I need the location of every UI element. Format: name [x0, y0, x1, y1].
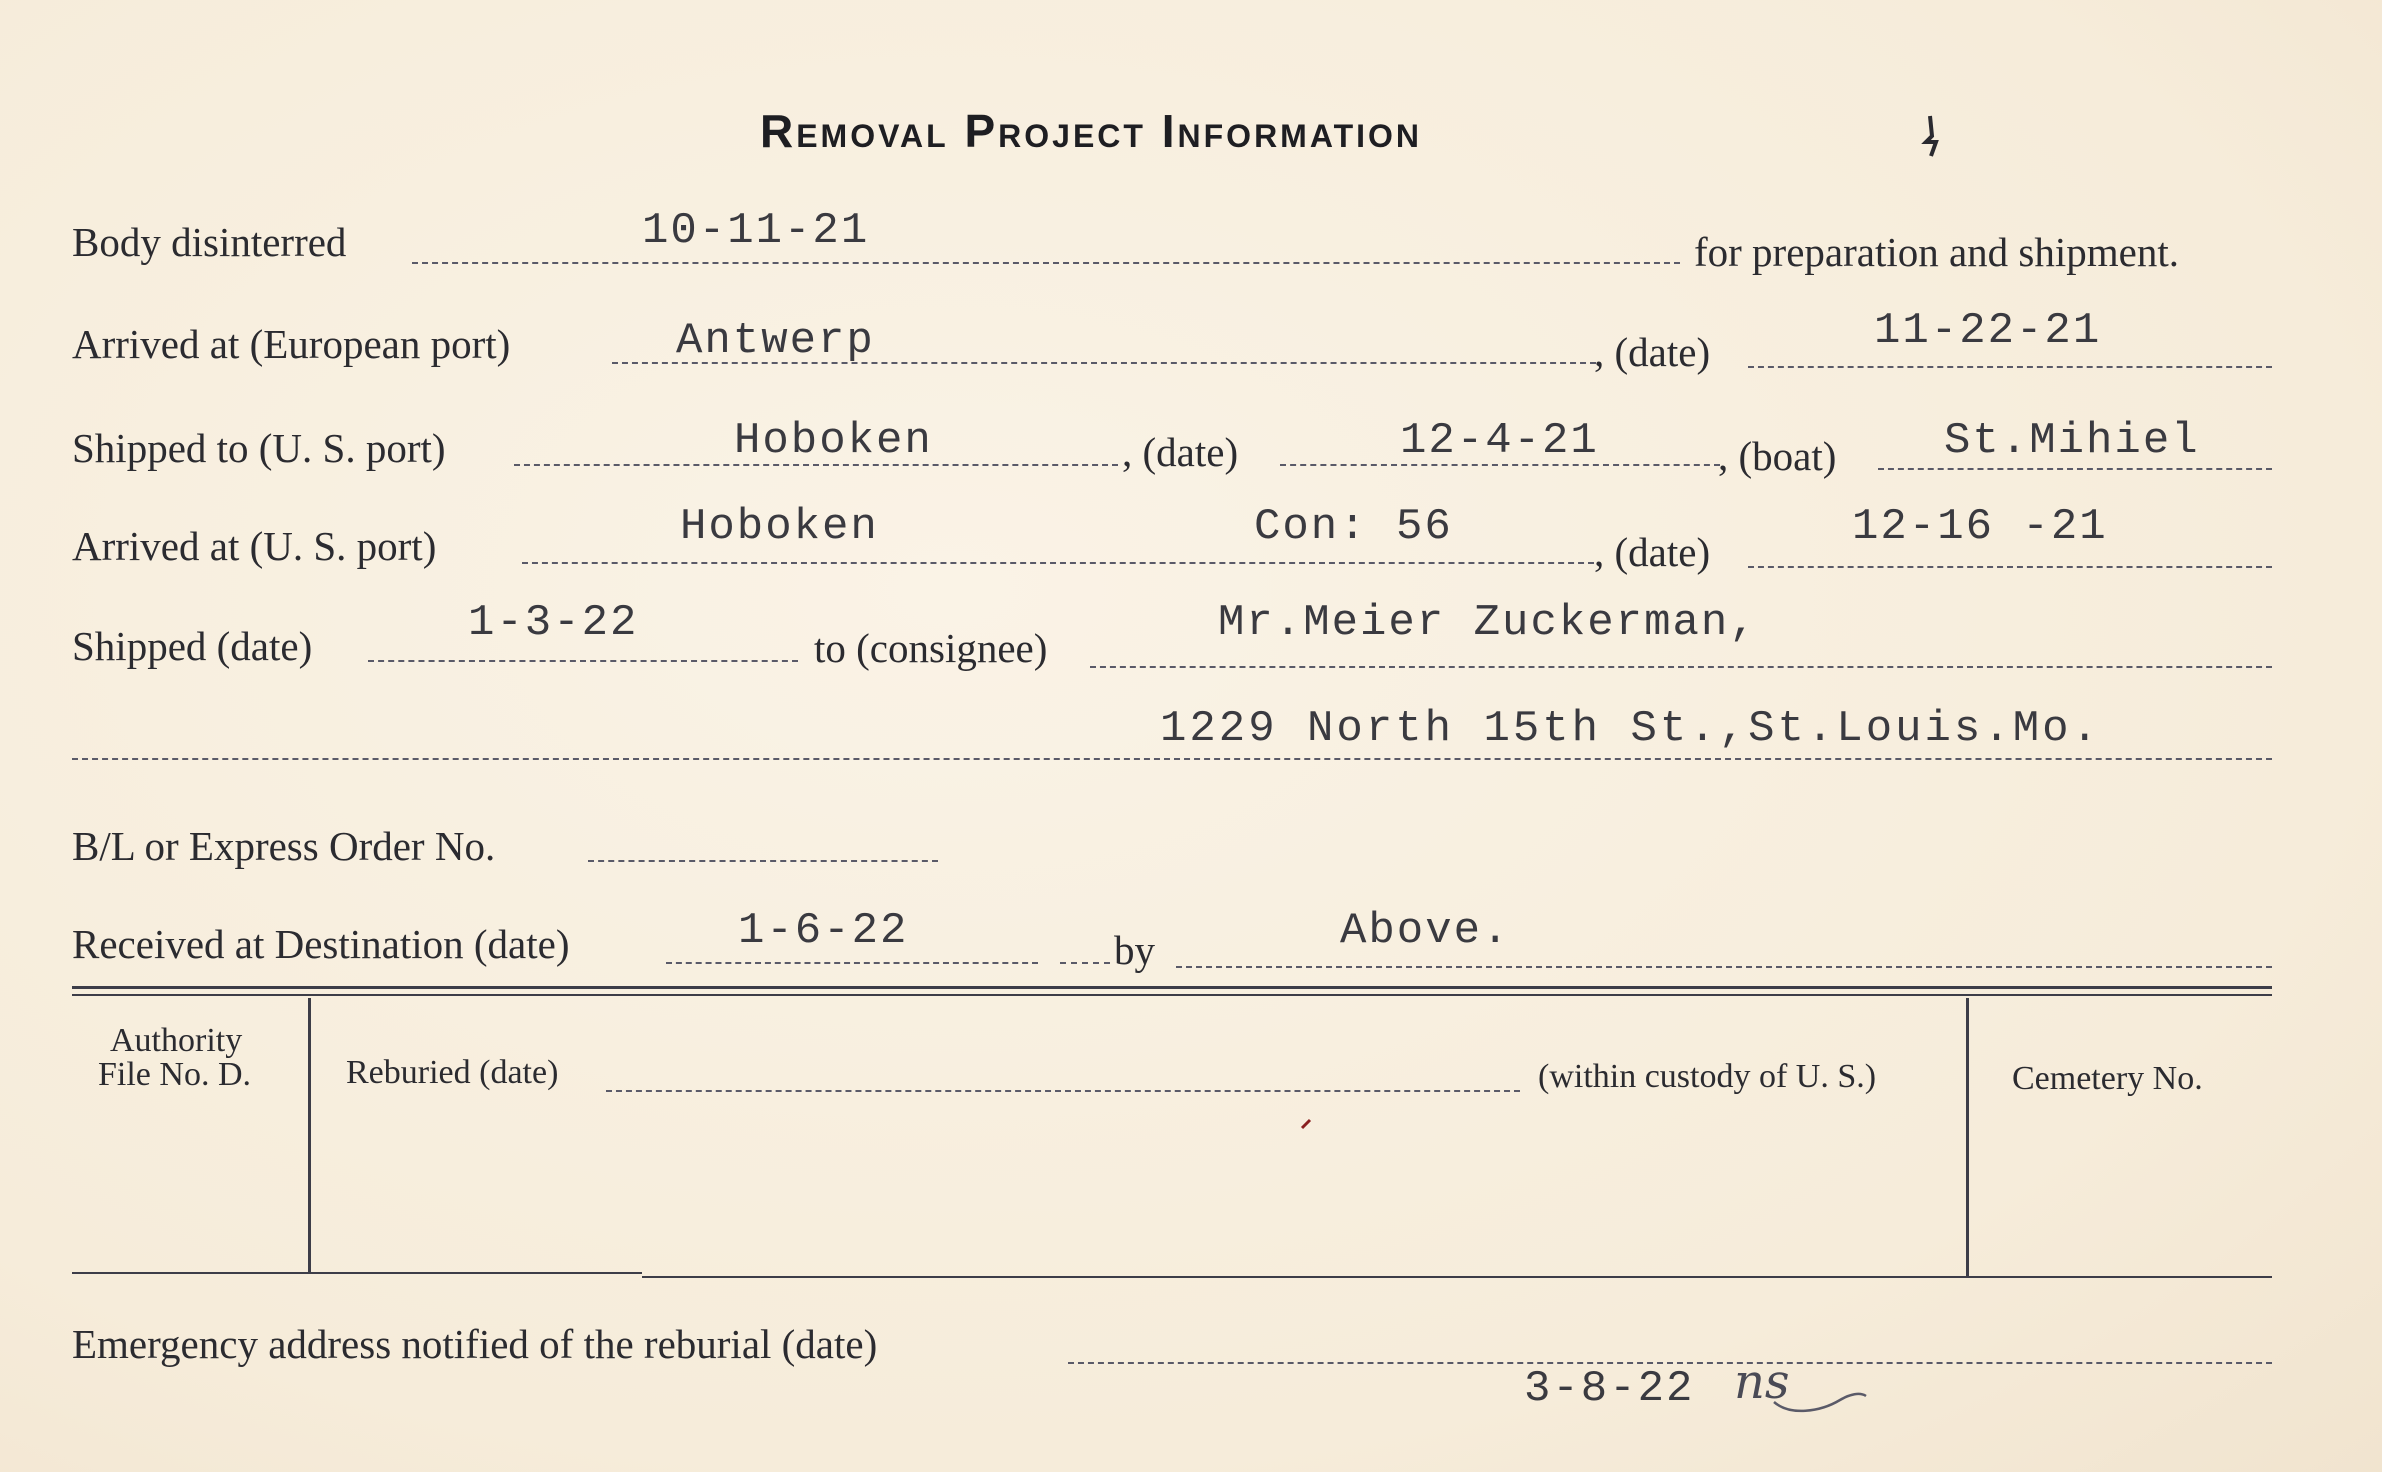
arrived-us-date-label: , (date): [1594, 529, 1711, 575]
authority-divider: [308, 998, 311, 1272]
received-date: 1-6-22: [738, 906, 909, 956]
disinterred-date: 10-11-21: [642, 206, 870, 256]
arrived-us-port: Hoboken: [680, 502, 879, 552]
lower-top-rule: [72, 986, 2272, 989]
shipped-date-label: Shipped (date): [72, 623, 313, 669]
emergency-label: Emergency address notified of the reburial (date): [72, 1321, 878, 1367]
authority-label: Authority: [110, 1022, 243, 1059]
bl-line: [588, 860, 938, 862]
card-title: Removal Project Information: [759, 105, 1423, 157]
consignee-name: Mr.Meier Zuckerman,: [1218, 598, 1758, 648]
shipped-date: 1-3-22: [468, 598, 639, 648]
arrived-eu-date: 11-22-21: [1874, 306, 2102, 356]
initials-flourish: [1770, 1380, 1870, 1420]
disinterred-line: [412, 262, 1680, 264]
ink-mark: [1916, 112, 1946, 162]
arrived-eu-label: Arrived at (European port): [72, 321, 511, 367]
shipped-us-label: Shipped to (U. S. port): [72, 425, 446, 471]
shipped-us-boat: St.Mihiel: [1944, 416, 2200, 466]
shipped-us-boat-line: [1878, 468, 2272, 470]
lower-top-rule-2: [72, 994, 2272, 996]
arrived-eu-date-line: [1748, 366, 2272, 368]
cemetery-label: Cemetery No.: [2012, 1060, 2203, 1097]
arrived-eu-date-label: , (date): [1594, 329, 1711, 375]
shipped-date-line: [368, 660, 798, 662]
arrived-eu-port: Antwerp: [676, 316, 875, 366]
emergency-initials: ns: [1734, 1354, 1790, 1410]
shipped-us-date-label: , (date): [1122, 429, 1239, 475]
shipped-us-date: 12-4-21: [1400, 416, 1599, 466]
received-by-label: by: [1114, 927, 1155, 973]
reburied-label: Reburied (date): [346, 1054, 559, 1091]
consignee-address: 1229 North 15th St.,St.Louis.Mo.: [1160, 704, 2101, 754]
received-by-line: [1176, 966, 2272, 968]
consignee-label: to (consignee): [814, 625, 1048, 671]
received-gap-line: [1060, 962, 1110, 964]
address-line: [72, 758, 2272, 760]
red-speck: [1300, 1116, 1314, 1130]
lower-bottom-rule-right: [642, 1276, 2272, 1278]
arrived-us-date-line: [1748, 566, 2272, 568]
arrived-us-date: 12-16 -21: [1852, 502, 2108, 552]
received-date-line: [666, 962, 1038, 964]
disinterred-label: Body disinterred: [72, 219, 347, 265]
received-by: Above.: [1340, 906, 1511, 956]
file-no-label: File No. D.: [98, 1056, 251, 1093]
arrived-us-con: Con: 56: [1254, 502, 1453, 552]
shipped-us-port: Hoboken: [734, 416, 933, 466]
reburied-line: [606, 1090, 1520, 1092]
lower-bottom-rule-left: [72, 1272, 642, 1274]
consignee-line: [1090, 666, 2272, 668]
bl-label: B/L or Express Order No.: [72, 823, 496, 869]
arrived-us-label: Arrived at (U. S. port): [72, 523, 437, 569]
cemetery-divider: [1966, 998, 1969, 1276]
disinterred-suffix: for preparation and shipment.: [1694, 229, 2180, 275]
arrived-us-line: [522, 562, 1594, 564]
received-label: Received at Destination (date): [72, 921, 570, 967]
shipped-us-boat-label: , (boat): [1718, 433, 1837, 479]
custody-label: (within custody of U. S.): [1538, 1058, 1877, 1095]
emergency-date: 3-8-22: [1524, 1364, 1695, 1414]
